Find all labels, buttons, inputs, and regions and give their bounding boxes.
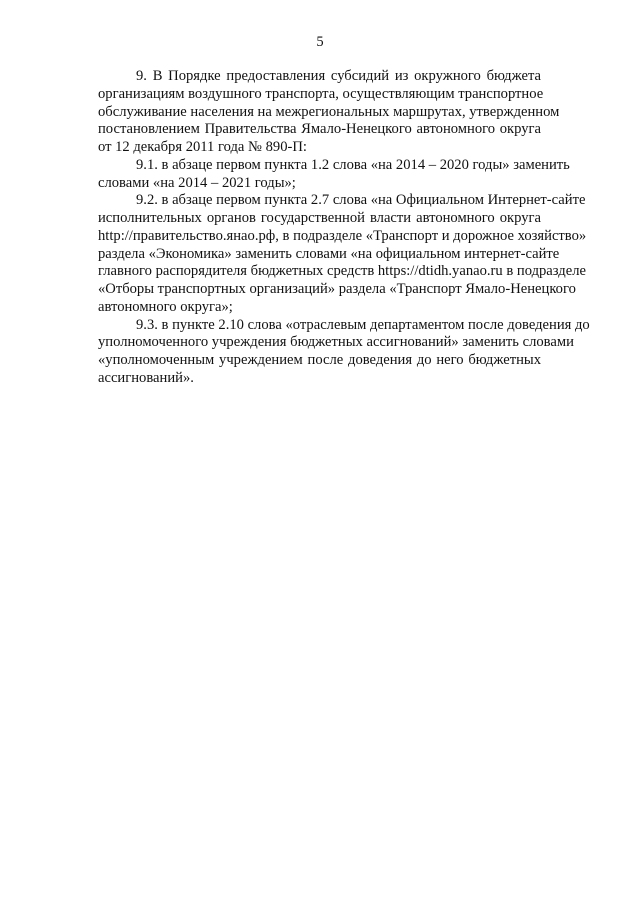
text-line: «Отборы транспортных организаций» раздела «Транспорт Ямало-Ненецкого — [98, 281, 576, 297]
text-line: словами «на 2014 – 2021 годы»; — [98, 174, 296, 191]
text-line: ассигнований». — [98, 369, 194, 386]
text-line: организациям воздушного транспорта, осуществляющим транспортное — [98, 85, 544, 102]
text-line: от 12 декабря 2011 года № 890-П: — [98, 139, 307, 155]
page-number: 5 — [316, 34, 324, 50]
paragraph-9-2 — [98, 192, 587, 316]
text-line: раздела «Экономика» заменить словами «на официальном интернет-сайте — [98, 245, 560, 262]
text-line: уполномоченного учреждения бюджетных ассигнований» заменить словами — [98, 334, 574, 351]
text-line: «уполномоченным учреждением после доведения до него бюджетных — [98, 352, 541, 368]
document-body — [98, 68, 590, 388]
text-line: исполнительных органов государственной власти автономного округа — [98, 210, 541, 226]
text-line: автономного округа»; — [98, 298, 233, 315]
text-line: 9.3. в пункте 2.10 слова «отраслевым департаментом после доведения до — [136, 316, 590, 333]
text-line: http://правительство.янао.рф, в подразделе «Транспорт и дорожное хозяйство» — [98, 227, 587, 244]
paragraph-9-1 — [98, 156, 570, 193]
text-line: 9.1. в абзаце первом пункта 1.2 слова «на 2014 – 2020 годы» заменить — [136, 156, 570, 173]
paragraph-9 — [98, 68, 560, 157]
text-line: обслуживание населения на межрегиональных маршрутах, утвержденном — [98, 103, 560, 120]
paragraph-9-3 — [98, 316, 590, 388]
text-line: 9.2. в абзаце первом пункта 2.7 слова «на Официальном Интернет-сайте — [136, 192, 586, 209]
text-line: постановлением Правительства Ямало-Ненецкого автономного округа — [98, 121, 541, 138]
text-line: 9. В Порядке предоставления субсидий из окружного бюджета — [136, 68, 541, 84]
text-line: главного распорядителя бюджетных средств https://dtidh.yanao.ru в подразделе — [98, 263, 586, 280]
